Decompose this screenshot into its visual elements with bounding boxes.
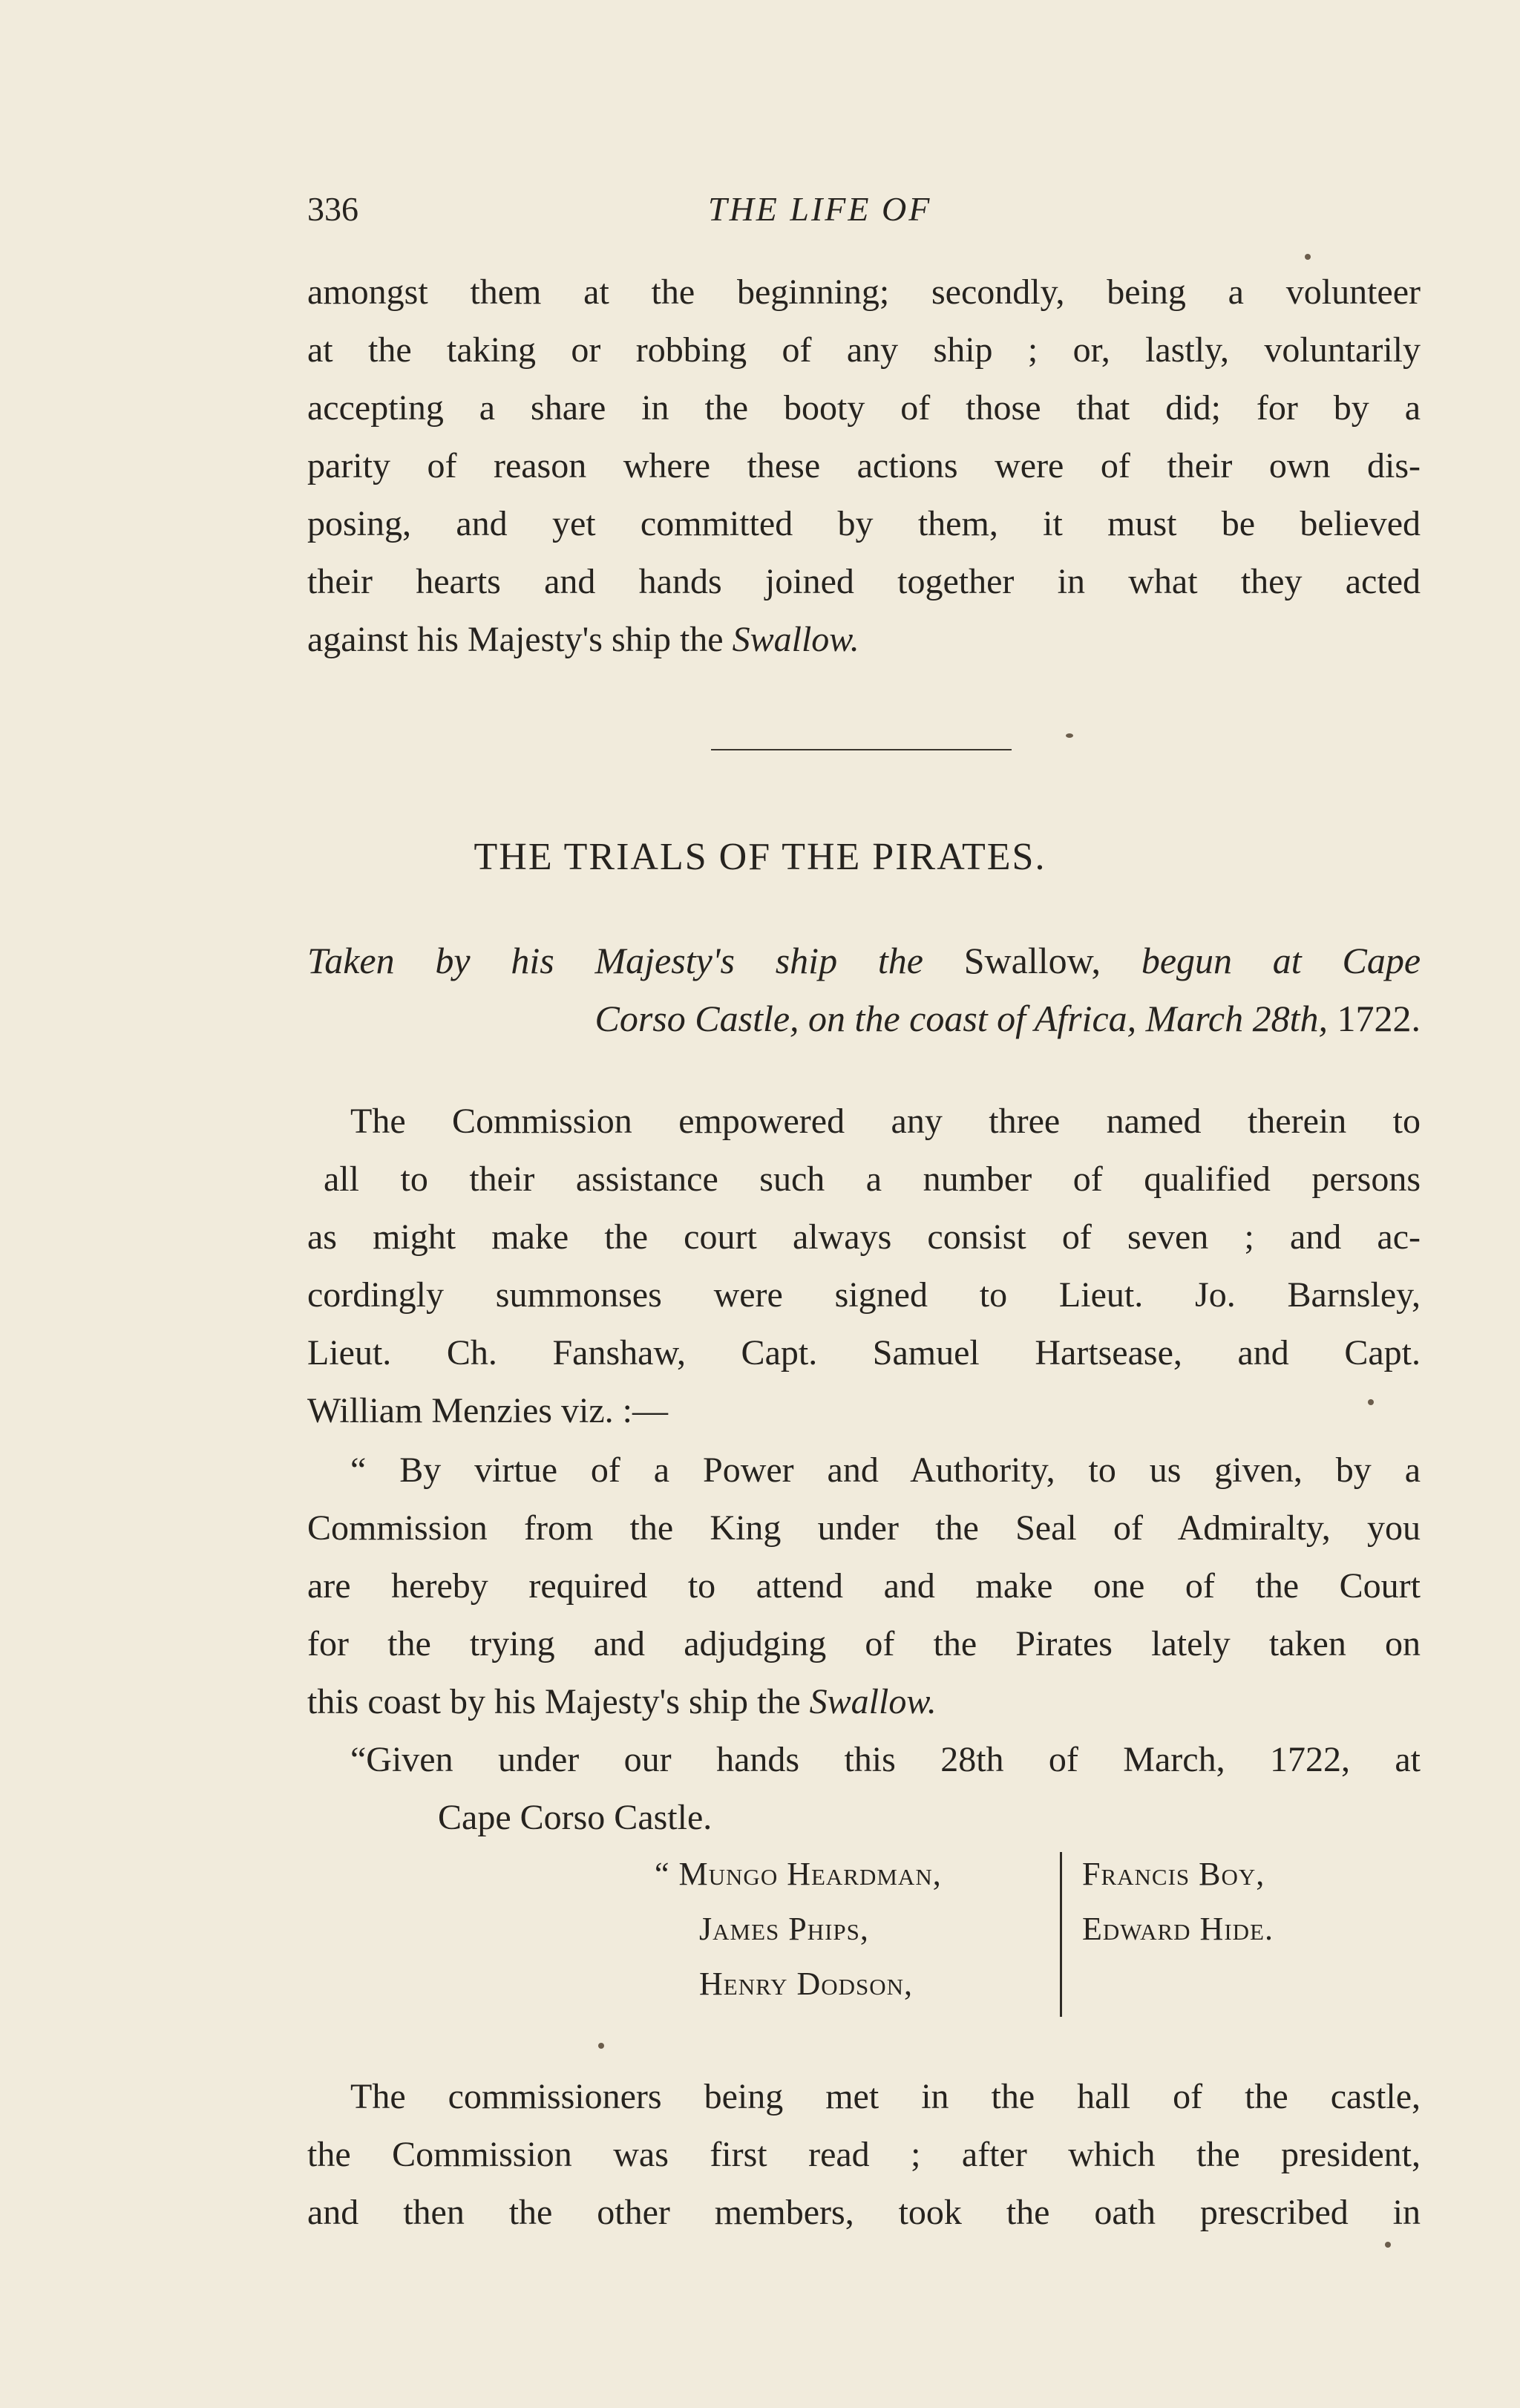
running-header <box>307 189 1421 241</box>
body-line: cordingly summonses were signed to Lieut. Jo. Barnsley, <box>307 1275 1421 1315</box>
body-line: the Commission was first read ; after which the president, <box>307 2135 1421 2174</box>
body-line: amongst them at the beginning; secondly, being a volunteer <box>307 272 1421 312</box>
ship-name: Swallow. <box>732 620 859 659</box>
signatory: James Phips, <box>699 1911 869 1947</box>
subtitle-year: 1722. <box>1337 998 1421 1039</box>
quote-line: are hereby required to attend and make one of the Court <box>307 1566 1421 1606</box>
body-line: Lieut. Ch. Fanshaw, Capt. Samuel Hartsease, and Capt. <box>307 1333 1421 1373</box>
subtitle-text: Taken by his Majesty's ship the <box>307 940 923 981</box>
quote-line: Commission from the King under the Seal of Admiralty, you <box>307 1508 1421 1548</box>
body-line: The Commission empowered any three named therein to <box>350 1102 1421 1141</box>
body-line: The commissioners being met in the hall of the castle, <box>350 2077 1421 2116</box>
given-line: Cape Corso Castle. <box>438 1798 712 1837</box>
body-line: posing, and yet committed by them, it must be believed <box>307 504 1421 543</box>
quote-line-last <box>307 1673 1421 1731</box>
quote-line: “ By virtue of a Power and Authority, to us given, by a <box>350 1450 1421 1490</box>
signature-divider <box>1060 1852 1062 2017</box>
body-line: all to their assistance such a number of qualified persons <box>324 1159 1421 1199</box>
paper-speck <box>598 2043 604 2049</box>
body-line: at the taking or robbing of any ship ; or, lastly, voluntarily <box>307 330 1421 370</box>
subtitle-date: 28th, <box>1252 998 1328 1039</box>
page-number: 336 <box>307 190 358 228</box>
paper-speck <box>1385 2242 1391 2248</box>
subtitle-text: Corso Castle, on the coast of Africa, March <box>594 998 1244 1039</box>
body-line-last <box>307 611 1421 669</box>
body-line: accepting a share in the booty of those that did; for by a <box>307 388 1421 428</box>
subtitle-line-2 <box>350 989 1421 1047</box>
section-divider <box>711 749 1012 750</box>
subtitle-text: begun at Cape <box>1141 940 1421 981</box>
running-title: THE LIFE OF <box>708 190 932 228</box>
signatory: Edward Hide. <box>1082 1911 1274 1947</box>
subtitle-ship: Swallow, <box>963 940 1101 981</box>
subtitle-line-1 <box>307 932 1421 989</box>
body-line: parity of reason where these actions were of their own dis- <box>307 446 1421 485</box>
given-line: “Given under our hands this 28th of March, 1722, at <box>350 1740 1421 1779</box>
paper-speck <box>1066 733 1073 738</box>
paper-speck <box>1368 1399 1374 1405</box>
signatory: “ Mungo Heardman, <box>655 1856 942 1892</box>
signatory: Henry Dodson, <box>699 1966 914 2002</box>
quote-text: this coast by his Majesty's ship the <box>307 1682 801 1721</box>
body-line: William Menzies viz. :— <box>307 1391 668 1430</box>
ship-name: Swallow. <box>809 1682 937 1721</box>
body-text: against his Majesty's ship the <box>307 620 724 659</box>
body-line: as might make the court always consist of seven ; and ac- <box>307 1217 1421 1257</box>
section-title: THE TRIALS OF THE PIRATES. <box>474 836 1046 878</box>
paper-speck <box>1305 254 1311 260</box>
body-line: and then the other members, took the oath prescribed in <box>307 2193 1421 2232</box>
body-line: their hearts and hands joined together in what they acted <box>307 562 1421 601</box>
signatory: Francis Boy, <box>1082 1856 1265 1892</box>
quote-line: for the trying and adjudging of the Pirates lately taken on <box>307 1624 1421 1663</box>
